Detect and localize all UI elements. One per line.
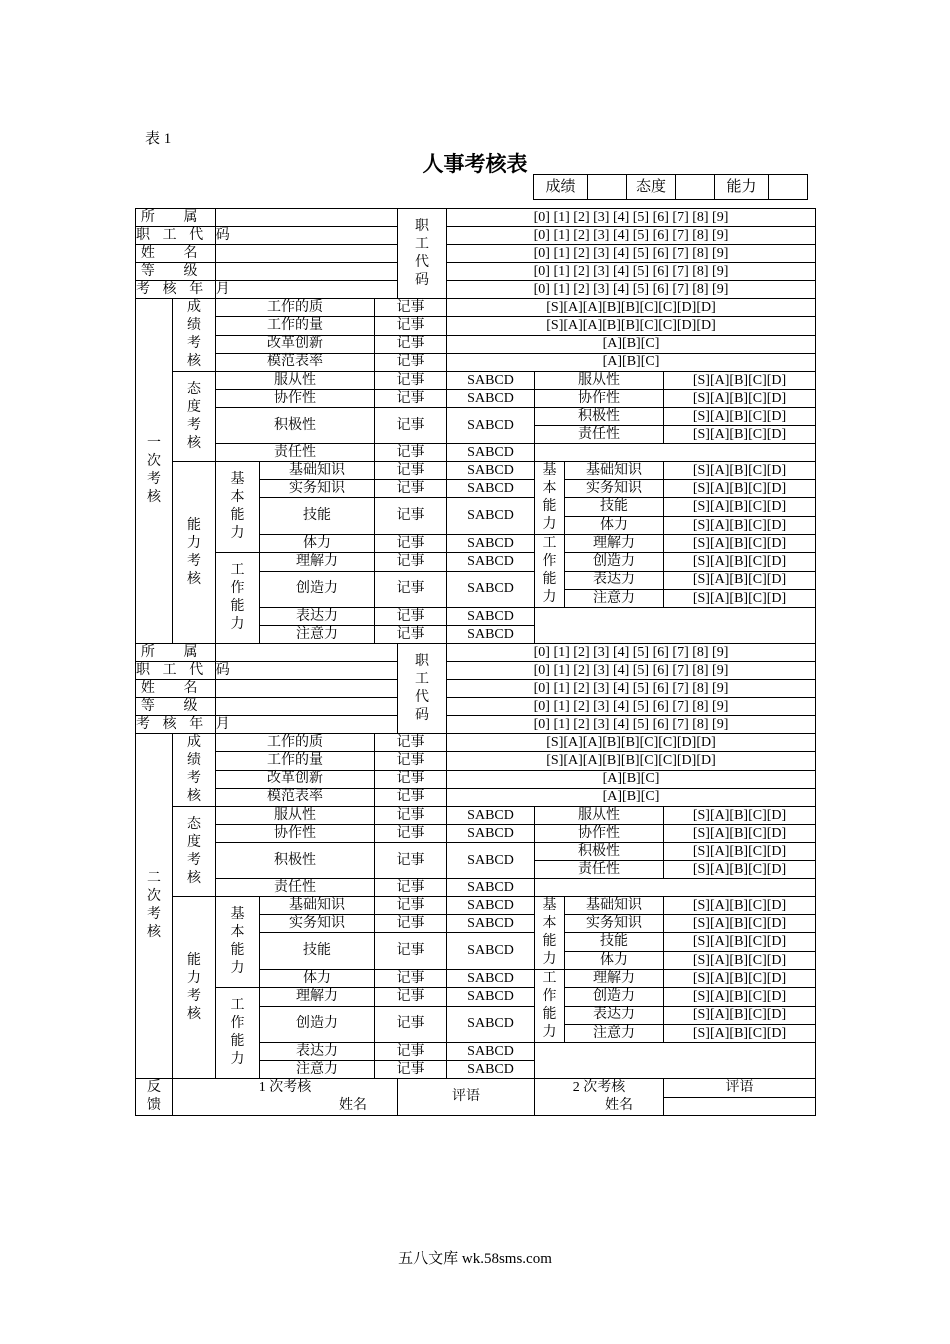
stage1-attitude-item: 责任性 (216, 444, 375, 462)
stage1-ability-item-right: 注意力 (565, 590, 664, 608)
summary-label-ability: 能力 (715, 175, 769, 200)
feedback-label: 反 馈 (136, 1079, 173, 1116)
stage2-ability-item: 表达力 (260, 1043, 375, 1061)
result-row (136, 734, 816, 752)
info-row (136, 716, 816, 734)
stage2-basic-group: 基 本 能 力 (216, 897, 260, 988)
stage2-attitude-item: 积极性 (216, 843, 375, 879)
stage1-ability-item: 实务知识 (260, 480, 375, 498)
stage1-work-group: 工 作 能 力 (216, 553, 260, 644)
stage1-ability-item-right: 表达力 (565, 571, 664, 590)
stage2-ability-item-right: 技能 (565, 933, 664, 952)
stage1-ability-item: 注意力 (260, 626, 375, 644)
stage2-scale5[interactable]: [S][A][B][C][D] (664, 843, 816, 861)
stage1-attitude-item: 积极性 (216, 408, 375, 444)
stage2-stage-label: 二 次 考 核 (136, 734, 173, 1079)
stage1-scale5[interactable]: [S][A][B][C][D] (664, 553, 816, 572)
stage2-note-label: 记事 (375, 915, 447, 933)
stage2-ability-item-right: 注意力 (565, 1025, 664, 1043)
info-row (136, 263, 816, 281)
stage1-result-scale[interactable]: [S][A][A][B][B][C][C][D][D] (447, 299, 816, 317)
stage2-ability-item: 基础知识 (260, 897, 375, 915)
stage2-note-label: 记事 (375, 1061, 447, 1079)
stage1-grade-scale[interactable]: SABCD (447, 535, 535, 553)
stage1-result-item: 模范表率 (216, 353, 375, 371)
stage1-attitude-item: 协作性 (216, 390, 375, 408)
table-caption: 表 1 (145, 131, 172, 147)
stage1-info-label: 等 级 (136, 263, 216, 281)
stage2-ability-item-right: 基础知识 (565, 897, 664, 915)
stage2-info-field[interactable] (216, 680, 398, 698)
stage2-note-label: 记事 (375, 988, 447, 1007)
stage2-info-field[interactable] (216, 698, 398, 716)
stage2-ability-item-right: 表达力 (565, 1006, 664, 1025)
stage1-info-label: 考核年月 (136, 281, 243, 297)
stage2-work-group: 工 作 能 力 (216, 988, 260, 1079)
stage2-ability-item-right: 体力 (565, 952, 664, 970)
feedback-second-comment-label: 评语 (664, 1079, 816, 1098)
summary-field-ability[interactable] (769, 175, 808, 200)
stage2-attitude-item: 责任性 (216, 879, 375, 897)
stage1-scale5[interactable]: [S][A][B][C][D] (664, 590, 816, 608)
result-row (136, 335, 816, 353)
feedback-row (136, 1079, 816, 1098)
attitude-row (136, 444, 816, 462)
stage1-note-label: 记事 (375, 299, 447, 317)
summary-field-attitude[interactable] (676, 175, 715, 200)
stage2-note-label: 记事 (375, 788, 447, 806)
stage1-ability-item-right: 基础知识 (565, 462, 664, 480)
stage1-work-group-right: 工 作 能 力 (535, 535, 565, 608)
stage1-scale5[interactable]: [S][A][B][C][D] (664, 480, 816, 498)
stage1-ability-item: 理解力 (260, 553, 375, 572)
result-row (136, 299, 816, 317)
stage1-note-label: 记事 (375, 608, 447, 626)
stage2-digit-scale[interactable]: [0] [1] [2] [3] [4] [5] [6] [7] [8] [9] (447, 644, 816, 662)
stage1-note-label: 记事 (375, 335, 447, 353)
ability-row (136, 988, 816, 1007)
attitude-row (136, 807, 816, 825)
stage1-grade-scale[interactable]: SABCD (447, 480, 535, 498)
stage1-scale5[interactable]: [S][A][B][C][D] (664, 517, 816, 535)
stage2-info-field[interactable] (216, 662, 398, 680)
info-row (136, 227, 816, 245)
stage1-grade-scale[interactable]: SABCD (447, 608, 535, 626)
stage2-attitude-section: 态 度 考 核 (173, 807, 216, 897)
stage2-digit-scale[interactable]: [0] [1] [2] [3] [4] [5] [6] [7] [8] [9] (447, 716, 816, 734)
result-row (136, 353, 816, 371)
stage2-note-label: 记事 (375, 933, 447, 970)
stage2-scale5[interactable]: [S][A][B][C][D] (664, 970, 816, 988)
stage1-stage-label: 一 次 考 核 (136, 299, 173, 644)
stage2-attitude-item-right: 服从性 (535, 807, 664, 825)
stage1-grade-scale[interactable]: SABCD (447, 390, 535, 408)
stage2-grade-scale[interactable]: SABCD (447, 825, 535, 843)
stage2-digit-scale[interactable]: [0] [1] [2] [3] [4] [5] [6] [7] [8] [9] (447, 698, 816, 716)
stage1-grade-scale[interactable]: SABCD (447, 372, 535, 390)
result-row (136, 317, 816, 335)
stage1-grade-scale[interactable]: SABCD (447, 498, 535, 535)
stage1-info-label: 职工代码 (136, 227, 243, 243)
stage2-ability-item-right: 实务知识 (565, 915, 664, 933)
stage1-ability-item-right: 实务知识 (565, 480, 664, 498)
stage1-result-scale[interactable]: [A][B][C] (447, 353, 816, 371)
stage2-result-section: 成 绩 考 核 (173, 734, 216, 807)
stage1-digit-scale[interactable]: [0] [1] [2] [3] [4] [5] [6] [7] [8] [9] (447, 245, 816, 263)
stage2-result-item: 工作的量 (216, 752, 375, 770)
stage2-grade-scale[interactable]: SABCD (447, 970, 535, 988)
stage2-grade-scale[interactable]: SABCD (447, 879, 535, 897)
stage1-empty-cell (535, 608, 816, 644)
stage1-ability-item-right: 体力 (565, 517, 664, 535)
stage1-note-label: 记事 (375, 444, 447, 462)
stage2-attitude-item: 服从性 (216, 807, 375, 825)
stage2-attitude-item-right: 责任性 (535, 861, 664, 879)
attitude-row (136, 390, 816, 408)
result-row (136, 770, 816, 788)
stage2-result-item: 改革创新 (216, 770, 375, 788)
stage1-note-label: 记事 (375, 317, 447, 335)
stage2-scale5[interactable]: [S][A][B][C][D] (664, 952, 816, 970)
stage2-basic-group-right: 基 本 能 力 (535, 897, 565, 970)
stage1-info-label: 所 属 (136, 209, 216, 227)
result-row (136, 752, 816, 770)
stage2-note-label: 记事 (375, 897, 447, 915)
info-row (136, 662, 816, 680)
stage2-grade-scale[interactable]: SABCD (447, 1006, 535, 1043)
stage1-note-label: 记事 (375, 408, 447, 444)
stage2-note-label: 记事 (375, 879, 447, 897)
stage2-scale5[interactable]: [S][A][B][C][D] (664, 915, 816, 933)
stage1-info-field[interactable] (216, 227, 398, 245)
stage1-grade-scale[interactable]: SABCD (447, 571, 535, 608)
stage1-result-item: 工作的量 (216, 317, 375, 335)
feedback-first-comment-label: 评语 (398, 1079, 535, 1116)
stage1-ability-item-right: 理解力 (565, 535, 664, 553)
feedback-first-name[interactable]: 姓名 (173, 1097, 398, 1116)
stage2-result-item: 工作的质 (216, 734, 375, 752)
stage1-attitude-item-right: 服从性 (535, 372, 664, 390)
footer-watermark: 五八文库 wk.58sms.com (398, 1251, 552, 1267)
stage1-digit-scale[interactable]: [0] [1] [2] [3] [4] [5] [6] [7] [8] [9] (447, 263, 816, 281)
stage2-scale5[interactable]: [S][A][B][C][D] (664, 933, 816, 952)
stage1-result-item: 工作的质 (216, 299, 375, 317)
summary-field-result[interactable] (588, 175, 627, 200)
stage1-attitude-item-right: 积极性 (535, 408, 664, 426)
stage2-code-label: 职 工 代 码 (398, 644, 447, 734)
appraisal-table (135, 208, 816, 1116)
info-row (136, 698, 816, 716)
stage1-grade-scale[interactable]: SABCD (447, 408, 535, 444)
stage1-ability-item-right: 技能 (565, 498, 664, 517)
stage2-grade-scale[interactable]: SABCD (447, 1043, 535, 1061)
stage2-digit-scale[interactable]: [0] [1] [2] [3] [4] [5] [6] [7] [8] [9] (447, 680, 816, 698)
stage2-attitude-item-right: 积极性 (535, 843, 664, 861)
attitude-row (136, 843, 816, 861)
stage2-info-label: 所 属 (136, 644, 216, 662)
stage2-grade-scale[interactable]: SABCD (447, 915, 535, 933)
summary-label-attitude: 态度 (627, 175, 676, 200)
info-row (136, 281, 816, 299)
summary-table (533, 174, 808, 200)
stage2-work-group-right: 工 作 能 力 (535, 970, 565, 1043)
stage2-grade-scale[interactable]: SABCD (447, 933, 535, 970)
stage2-attitude-item: 协作性 (216, 825, 375, 843)
stage2-grade-scale[interactable]: SABCD (447, 843, 535, 879)
stage2-empty-cell (535, 1043, 816, 1079)
stage1-scale5[interactable]: [S][A][B][C][D] (664, 462, 816, 480)
stage1-info-field[interactable] (216, 281, 398, 299)
stage2-ability-item: 实务知识 (260, 915, 375, 933)
stage1-attitude-item-right: 协作性 (535, 390, 664, 408)
stage1-note-label: 记事 (375, 390, 447, 408)
attitude-row (136, 372, 816, 390)
stage2-note-label: 记事 (375, 807, 447, 825)
stage2-result-scale[interactable]: [S][A][A][B][B][C][C][D][D] (447, 752, 816, 770)
stage2-scale5[interactable]: [S][A][B][C][D] (664, 897, 816, 915)
stage2-info-label: 姓 名 (136, 680, 216, 698)
stage1-basic-group-right: 基 本 能 力 (535, 462, 565, 535)
feedback-second-name[interactable]: 姓名 (535, 1097, 664, 1116)
stage2-scale5[interactable]: [S][A][B][C][D] (664, 1025, 816, 1043)
stage2-ability-section: 能 力 考 核 (173, 897, 216, 1079)
stage1-note-label: 记事 (375, 626, 447, 644)
info-row (136, 245, 816, 263)
stage1-scale5[interactable]: [S][A][B][C][D] (664, 498, 816, 517)
info-row (136, 680, 816, 698)
stage1-scale5[interactable]: [S][A][B][C][D] (664, 390, 816, 408)
stage1-code-label: 职 工 代 码 (398, 209, 447, 299)
summary-label-result: 成绩 (534, 175, 588, 200)
stage1-note-label: 记事 (375, 372, 447, 390)
stage2-empty-cell[interactable] (535, 879, 816, 897)
stage2-note-label: 记事 (375, 770, 447, 788)
stage2-note-label: 记事 (375, 752, 447, 770)
stage1-scale5[interactable]: [S][A][B][C][D] (664, 535, 816, 553)
stage1-note-label: 记事 (375, 353, 447, 371)
stage2-note-label: 记事 (375, 1006, 447, 1043)
info-row (136, 209, 816, 227)
stage2-scale5[interactable]: [S][A][B][C][D] (664, 825, 816, 843)
stage2-result-scale[interactable]: [A][B][C] (447, 770, 816, 788)
stage1-note-label: 记事 (375, 462, 447, 480)
stage2-grade-scale[interactable]: SABCD (447, 897, 535, 915)
page-title: 人事考核表 (422, 152, 528, 176)
stage1-scale5[interactable]: [S][A][B][C][D] (664, 426, 816, 444)
stage1-ability-item: 体力 (260, 535, 375, 553)
stage2-ability-item-right: 理解力 (565, 970, 664, 988)
stage1-empty-cell[interactable] (535, 444, 816, 462)
stage1-scale5[interactable]: [S][A][B][C][D] (664, 372, 816, 390)
stage2-scale5[interactable]: [S][A][B][C][D] (664, 861, 816, 879)
stage2-note-label: 记事 (375, 970, 447, 988)
stage2-result-item: 模范表率 (216, 788, 375, 806)
stage2-note-label: 记事 (375, 843, 447, 879)
attitude-row (136, 825, 816, 843)
ability-row (136, 462, 816, 480)
stage1-info-label: 姓 名 (136, 245, 216, 263)
result-row (136, 788, 816, 806)
stage1-ability-item: 基础知识 (260, 462, 375, 480)
stage1-digit-scale[interactable]: [0] [1] [2] [3] [4] [5] [6] [7] [8] [9] (447, 209, 816, 227)
stage1-grade-scale[interactable]: SABCD (447, 462, 535, 480)
feedback-first-label: 1 次考核 (173, 1079, 398, 1098)
stage1-note-label: 记事 (375, 553, 447, 572)
stage1-grade-scale[interactable]: SABCD (447, 553, 535, 572)
stage1-ability-item-right: 创造力 (565, 553, 664, 572)
stage2-grade-scale[interactable]: SABCD (447, 807, 535, 825)
stage2-info-field[interactable] (216, 716, 398, 734)
attitude-row (136, 879, 816, 897)
stage1-digit-scale[interactable]: [0] [1] [2] [3] [4] [5] [6] [7] [8] [9] (447, 281, 816, 299)
stage1-result-item: 改革创新 (216, 335, 375, 353)
stage2-grade-scale[interactable]: SABCD (447, 1061, 535, 1079)
stage1-attitude-item-right: 责任性 (535, 426, 664, 444)
stage2-ability-item: 注意力 (260, 1061, 375, 1079)
stage2-info-label: 考核年月 (136, 716, 243, 732)
stage2-attitude-item-right: 协作性 (535, 825, 664, 843)
stage2-ability-item: 技能 (260, 933, 375, 970)
stage1-digit-scale[interactable]: [0] [1] [2] [3] [4] [5] [6] [7] [8] [9] (447, 227, 816, 245)
attitude-row (136, 408, 816, 426)
stage1-scale5[interactable]: [S][A][B][C][D] (664, 408, 816, 426)
stage1-basic-group: 基 本 能 力 (216, 462, 260, 553)
stage1-info-field[interactable] (216, 263, 398, 281)
stage2-digit-scale[interactable]: [0] [1] [2] [3] [4] [5] [6] [7] [8] [9] (447, 662, 816, 680)
feedback-second-comment-field[interactable] (664, 1097, 816, 1116)
stage2-info-label: 职工代码 (136, 662, 243, 678)
stage1-ability-item: 创造力 (260, 571, 375, 608)
stage1-scale5[interactable]: [S][A][B][C][D] (664, 571, 816, 590)
ability-row (136, 897, 816, 915)
stage2-scale5[interactable]: [S][A][B][C][D] (664, 988, 816, 1007)
stage1-ability-item: 技能 (260, 498, 375, 535)
stage1-grade-scale[interactable]: SABCD (447, 626, 535, 644)
stage2-note-label: 记事 (375, 825, 447, 843)
stage1-result-scale[interactable]: [A][B][C] (447, 335, 816, 353)
stage2-grade-scale[interactable]: SABCD (447, 988, 535, 1007)
stage2-ability-item: 体力 (260, 970, 375, 988)
stage2-result-scale[interactable]: [S][A][A][B][B][C][C][D][D] (447, 734, 816, 752)
stage2-info-field[interactable] (216, 644, 398, 662)
stage2-scale5[interactable]: [S][A][B][C][D] (664, 1006, 816, 1025)
stage1-result-scale[interactable]: [S][A][A][B][B][C][C][D][D] (447, 317, 816, 335)
stage1-note-label: 记事 (375, 498, 447, 535)
stage2-note-label: 记事 (375, 1043, 447, 1061)
stage2-note-label: 记事 (375, 734, 447, 752)
stage1-note-label: 记事 (375, 571, 447, 608)
ability-row (136, 553, 816, 572)
stage1-ability-item: 表达力 (260, 608, 375, 626)
stage2-result-scale[interactable]: [A][B][C] (447, 788, 816, 806)
stage2-ability-item: 创造力 (260, 1006, 375, 1043)
feedback-second-label: 2 次考核 (535, 1079, 664, 1098)
stage1-result-section: 成 绩 考 核 (173, 299, 216, 372)
stage1-attitude-item: 服从性 (216, 372, 375, 390)
stage1-note-label: 记事 (375, 535, 447, 553)
stage1-info-field[interactable] (216, 209, 398, 227)
stage1-grade-scale[interactable]: SABCD (447, 444, 535, 462)
info-row (136, 644, 816, 662)
stage2-ability-item-right: 创造力 (565, 988, 664, 1007)
stage1-ability-section: 能 力 考 核 (173, 462, 216, 644)
stage1-attitude-section: 态 度 考 核 (173, 372, 216, 462)
stage1-info-field[interactable] (216, 245, 398, 263)
stage2-info-label: 等 级 (136, 698, 216, 716)
stage2-scale5[interactable]: [S][A][B][C][D] (664, 807, 816, 825)
stage1-note-label: 记事 (375, 480, 447, 498)
stage2-ability-item: 理解力 (260, 988, 375, 1007)
